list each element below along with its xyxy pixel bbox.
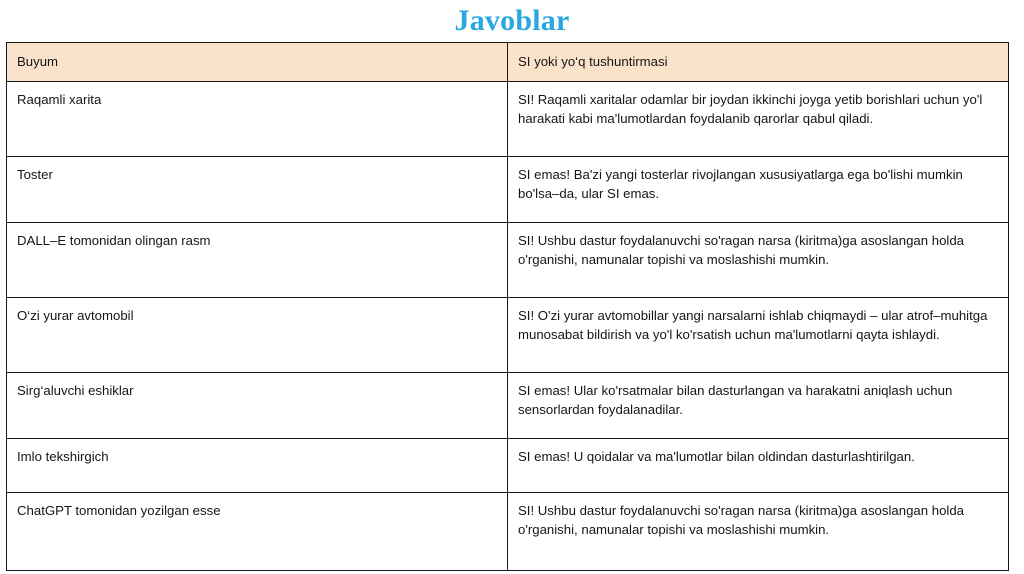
table-row [7, 156, 1009, 222]
cell-explanation [508, 156, 1009, 222]
explanation-text: SI! Ushbu dastur foydalanuvchi so'ragan narsa (kiritma)ga asoslangan holda o'rganishi, namunalar topishi va moslashishi mumkin. [518, 502, 965, 537]
table-row [7, 438, 1009, 492]
table-row [7, 81, 1009, 156]
cell-item [7, 156, 508, 222]
cell-item [7, 492, 508, 570]
table-header-row [7, 43, 1009, 82]
table-row [7, 297, 1009, 372]
item-text: O‘zi yurar avtomobil [17, 307, 134, 323]
answers-table [6, 42, 1009, 571]
cell-item [7, 372, 508, 438]
cell-explanation [508, 438, 1009, 492]
table-body [7, 81, 1009, 570]
cell-explanation [508, 492, 1009, 570]
table-row [7, 372, 1009, 438]
explanation-text: SI emas! U qoidalar va ma'lumotlar bilan oldindan dasturlashtirilgan. [518, 448, 915, 464]
item-text: Sirg‘aluvchi eshiklar [17, 382, 134, 398]
explanation-text: SI! Ushbu dastur foydalanuvchi so'ragan narsa (kiritma)ga asoslangan holda o'rganishi, namunalar topishi va moslashishi mumkin. [518, 232, 965, 267]
cell-explanation [508, 222, 1009, 297]
cell-explanation [508, 297, 1009, 372]
cell-explanation [508, 372, 1009, 438]
cell-explanation [508, 81, 1009, 156]
cell-item [7, 222, 508, 297]
table-row [7, 492, 1009, 570]
explanation-text: SI! O'zi yurar avtomobillar yangi narsalarni ishlab chiqmaydi – ular atrof–muhitga munosabat bildirish va yo'l ko'rsatish uchun ma'lumotlarni qayta ishlaydi. [518, 307, 988, 342]
explanation-text: SI emas! Ba'zi yangi tosterlar rivojlangan xususiyatlarga ega bo'lishi mumkin bo'lsa–da, ular SI emas. [518, 166, 963, 201]
cell-item [7, 81, 508, 156]
column-header-item: Buyum [7, 43, 508, 82]
explanation-text: SI! Raqamli xaritalar odamlar bir joydan ikkinchi joyga yetib borishlari uchun yo'l harakati kabi ma'lumotlardan foydalanib qarorlar qabul qiladi. [518, 91, 983, 126]
column-header-explanation: SI yoki yo‘q tushuntirmasi [508, 43, 1009, 82]
table-row [7, 222, 1009, 297]
page-title: Javoblar [454, 4, 570, 37]
item-text: DALL–E tomonidan olingan rasm [17, 232, 211, 248]
item-text: Imlo tekshirgich [17, 448, 109, 464]
cell-item [7, 297, 508, 372]
explanation-text: SI emas! Ular ko'rsatmalar bilan dasturlangan va harakatni aniqlash uchun sensorlardan foydalanadilar. [518, 382, 953, 417]
table-header [7, 43, 1009, 82]
item-text: Raqamli xarita [17, 91, 102, 107]
cell-item [7, 438, 508, 492]
item-text: Toster [17, 166, 53, 182]
item-text: ChatGPT tomonidan yozilgan esse [17, 502, 221, 518]
